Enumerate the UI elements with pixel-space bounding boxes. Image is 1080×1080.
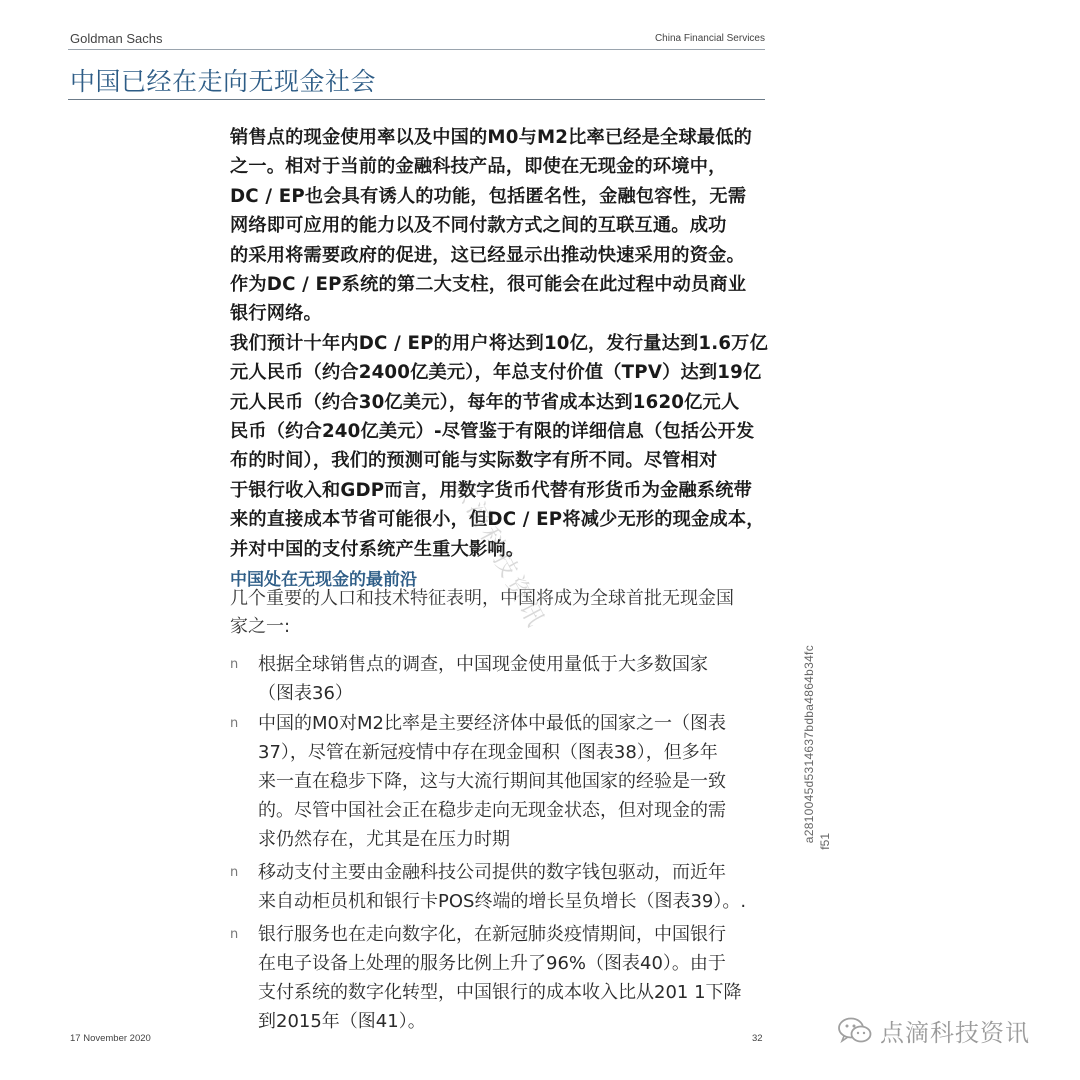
paragraph-1: [230, 123, 770, 329]
bullet-line: 的。尽管中国社会正在稳步走向无现金状态，但对现金的需: [258, 800, 726, 821]
watermark-text: 点滴科技资讯: [880, 1019, 1030, 1047]
paragraph-line: 于银行收入和GDP而言，用数字货币代替有形货币为金融系统带: [230, 479, 753, 501]
corner-watermark: [838, 1013, 1030, 1048]
bullet-line: 移动支付主要由金融科技公司提供的数字钱包驱动，而近年: [258, 862, 726, 883]
intro-line: 几个重要的人口和技术特征表明，中国将成为全球首批无现金国: [230, 588, 734, 609]
paragraph-line: 元人民币（约合30亿美元），每年的节省成本达到1620亿元人: [230, 391, 740, 413]
paragraph-line: 网络即可应用的能力以及不同付款方式之间的互联互通。成功: [230, 215, 727, 237]
bullet-line: 中国的M0对M2比率是主要经济体中最低的国家之一（图表: [258, 713, 726, 734]
bullet-item: [230, 650, 775, 708]
intro-line: 家之一:: [230, 616, 291, 637]
main-body: [230, 123, 770, 564]
section-intro: [230, 585, 775, 641]
diagonal-watermark: 点滴科技资讯: [447, 472, 552, 635]
wechat-icon: [838, 1017, 872, 1045]
document-id-code: a2810045d5314637bdba4864b34fc: [802, 645, 816, 844]
bullet-line: 37），尽管在新冠疫情中存在现金囤积（图表38），但多年: [258, 742, 718, 763]
footer-date: 17 November 2020: [70, 1033, 151, 1044]
document-id-suffix: f51: [818, 833, 832, 850]
title-divider: [68, 99, 765, 100]
paragraph-line: 之一。相对于当前的金融科技产品，即使在无现金的环境中，: [230, 156, 727, 178]
bullet-item: [230, 709, 775, 854]
paragraph-line: 布的时间），我们的预测可能与实际数字有所不同。尽管相对: [230, 450, 718, 472]
paragraph-line: DC / EP也会具有诱人的功能，包括匿名性，金融包容性，无需: [230, 185, 747, 207]
paragraph-line: 元人民币（约合2400亿美元），年总支付价值（TPV）达到19亿: [230, 362, 762, 384]
paragraph-line: 并对中国的支付系统产生重大影响。: [230, 538, 525, 560]
paragraph-line: 的采用将需要政府的促进，这已经显示出推动快速采用的资金。: [230, 244, 745, 266]
paragraph-line: 我们预计十年内DC / EP的用户将达到10亿，发行量达到1.6万亿: [230, 332, 768, 354]
bullet-item: [230, 920, 775, 1036]
bullet-line: （图表36）: [258, 683, 353, 704]
paragraph-line: 销售点的现金使用率以及中国的M0与M2比率已经是全球最低的: [230, 127, 752, 148]
paragraph-line: 来的直接成本节省可能很小，但DC / EP将减少无形的现金成本，: [230, 509, 765, 531]
header-divider: [68, 49, 765, 50]
bullet-line: 支付系统的数字化转型，中国银行的成本收入比从201 1下降: [258, 982, 742, 1003]
bullet-marker: n: [230, 657, 239, 672]
bullet-line: 到2015年（图41）。: [258, 1011, 426, 1032]
bullet-marker: n: [230, 865, 239, 880]
page-number: 32: [752, 1033, 763, 1044]
bullet-marker: n: [230, 927, 239, 942]
bullet-line: 银行服务也在走向数字化，在新冠肺炎疫情期间，中国银行: [258, 924, 726, 945]
bullet-line: 根据全球销售点的调查，中国现金使用量低于大多数国家: [258, 654, 708, 675]
header-company: Goldman Sachs: [70, 31, 163, 46]
bullet-line: 求仍然存在，尤其是在压力时期: [258, 829, 510, 850]
page-title: 中国已经在走向无现金社会: [70, 67, 377, 96]
bullet-item: [230, 858, 775, 916]
bullet-line: 在电子设备上处理的服务比例上升了96%（图表40）。由于: [258, 953, 726, 974]
bullet-line: 来一直在稳步下降，这与大流行期间其他国家的经验是一致: [258, 771, 726, 792]
bullet-marker: n: [230, 716, 239, 731]
paragraph-line: 民币（约合240亿美元）-尽管鉴于有限的详细信息（包括公开发: [230, 421, 755, 443]
section-heading: 中国处在无现金的最前沿: [230, 570, 417, 590]
bullet-line: 来自动柜员机和银行卡POS终端的增长呈负增长（图表39）。.: [258, 891, 747, 912]
paragraph-line: 银行网络。: [230, 303, 322, 325]
header-section: China Financial Services: [654, 33, 765, 44]
paragraph-line: 作为DC / EP系统的第二大支柱，很可能会在此过程中动员商业: [230, 274, 747, 296]
